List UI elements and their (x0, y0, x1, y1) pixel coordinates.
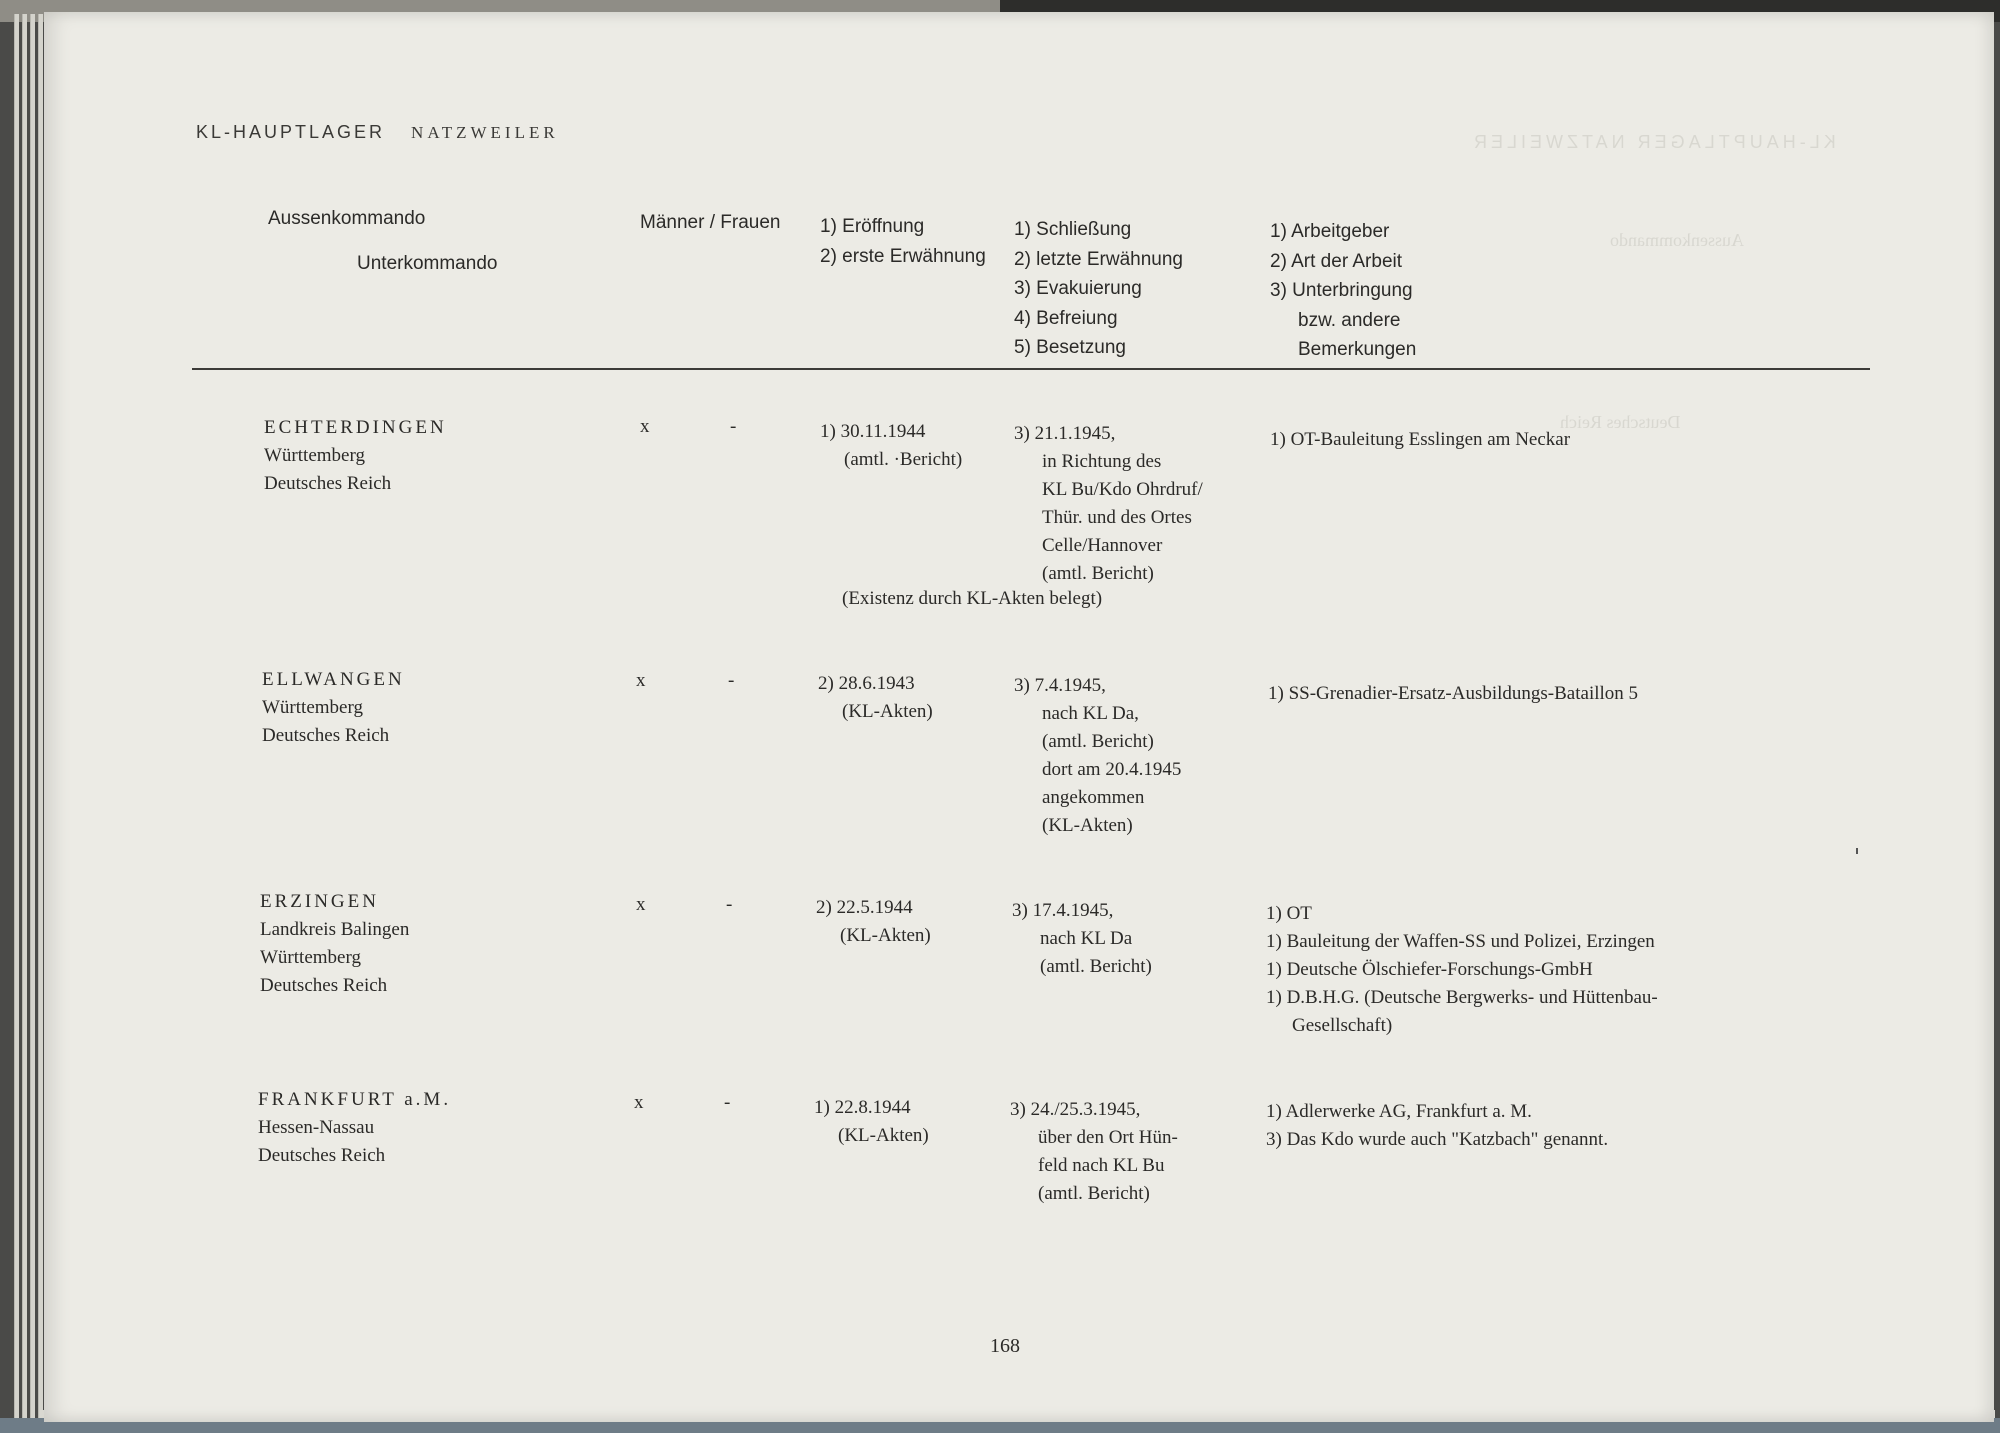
entry-eroeffnung: 2) 28.6.1943 (KL-Akten) (818, 673, 933, 722)
margin-mark (1856, 848, 1858, 854)
header-schliessung: 1) Schließung 2) letzte Erwähnung 3) Evakuierung 4) Befreiung 5) Besetzung (1014, 219, 1183, 358)
entry-bemerkungen: 1) SS-Grenadier-Ersatz-Ausbildungs-Bataillon 5 (1268, 683, 1639, 704)
header-unterkommando: Unterkommando (357, 253, 498, 274)
header-eroeffnung: 1) Eröffnung 2) erste Erwähnung (820, 216, 986, 267)
entry-note: (Existenz durch KL-Akten belegt) (842, 588, 1103, 609)
entry-maenner: x (636, 894, 646, 915)
header-bemerkungen: 1) Arbeitgeber 2) Art der Arbeit 3) Unterbringung bzw. andere Bemerkungen (1270, 221, 1417, 360)
running-head-part2: NATZWEILER (411, 123, 559, 142)
entry-frauen: - (728, 670, 735, 691)
header-rule (192, 368, 1870, 370)
entry-place: ERZINGEN Landkreis Balingen Württemberg Deutsches Reich (260, 891, 410, 996)
bleed-through: Aussenkommando (1610, 230, 1744, 250)
bleed-through: KL-HAUPTLAGER NATZWEILER (1470, 132, 1836, 152)
bleed-through: Deutsches Reich (1560, 412, 1681, 432)
entry-place: ELLWANGEN Württemberg Deutsches Reich (262, 669, 405, 746)
entry-schliessung: 3) 24./25.3.1945, über den Ort Hün- feld nach KL Bu (amtl. Bericht) (1010, 1099, 1178, 1204)
page-edge (38, 14, 43, 1419)
entry-frauen: - (730, 416, 737, 437)
entry-eroeffnung: 2) 22.5.1944 (KL-Akten) (816, 897, 931, 946)
entry-schliessung: 3) 7.4.1945, nach KL Da, (amtl. Bericht) dort am 20.4.1945 angekommen (KL-Akten) (1014, 675, 1182, 836)
entry-frauen: - (724, 1092, 731, 1113)
page-edge (14, 14, 19, 1419)
page-number: 168 (990, 1335, 1020, 1357)
entry-place: FRANKFURT a.M. Hessen-Nassau Deutsches Reich (258, 1089, 452, 1166)
entry-place: ECHTERDINGEN Württemberg Deutsches Reich (264, 417, 447, 494)
entry-schliessung: 3) 21.1.1945, in Richtung des KL Bu/Kdo Ohrdruf/ Thür. und des Ortes Celle/Hannover (amtl. Bericht) (1014, 423, 1203, 584)
entry-bemerkungen: 1) OT 1) Bauleitung der Waffen-SS und Polizei, Erzingen 1) Deutsche Ölschiefer-Forschungs-GmbH 1) D.B.H.G. (Deutsche Bergwerks- und Hüttenbau- Gesellschaft) (1266, 903, 1658, 1036)
header-aussenkommando: Aussenkommando (268, 208, 426, 229)
running-head-part1: KL-HAUPTLAGER (196, 122, 386, 142)
entry-eroeffnung: 1) 30.11.1944 (amtl. ·Bericht) (820, 421, 963, 470)
page-edge (30, 14, 35, 1419)
entry-bemerkungen: 1) Adlerwerke AG, Frankfurt a. M. 3) Das Kdo wurde auch "Katzbach" genannt. (1266, 1101, 1609, 1150)
entry-bemerkungen: 1) OT-Bauleitung Esslingen am Neckar (1270, 429, 1571, 450)
entry-frauen: - (726, 894, 733, 915)
entry-maenner: x (634, 1092, 644, 1113)
header-maenner-frauen: Männer / Frauen (640, 212, 781, 233)
entry-schliessung: 3) 17.4.1945, nach KL Da (amtl. Bericht) (1012, 900, 1152, 977)
page-edge (22, 14, 27, 1419)
entry-eroeffnung: 1) 22.8.1944 (KL-Akten) (814, 1097, 929, 1146)
entry-maenner: x (636, 670, 646, 691)
entry-maenner: x (640, 416, 650, 437)
running-head (196, 122, 585, 143)
